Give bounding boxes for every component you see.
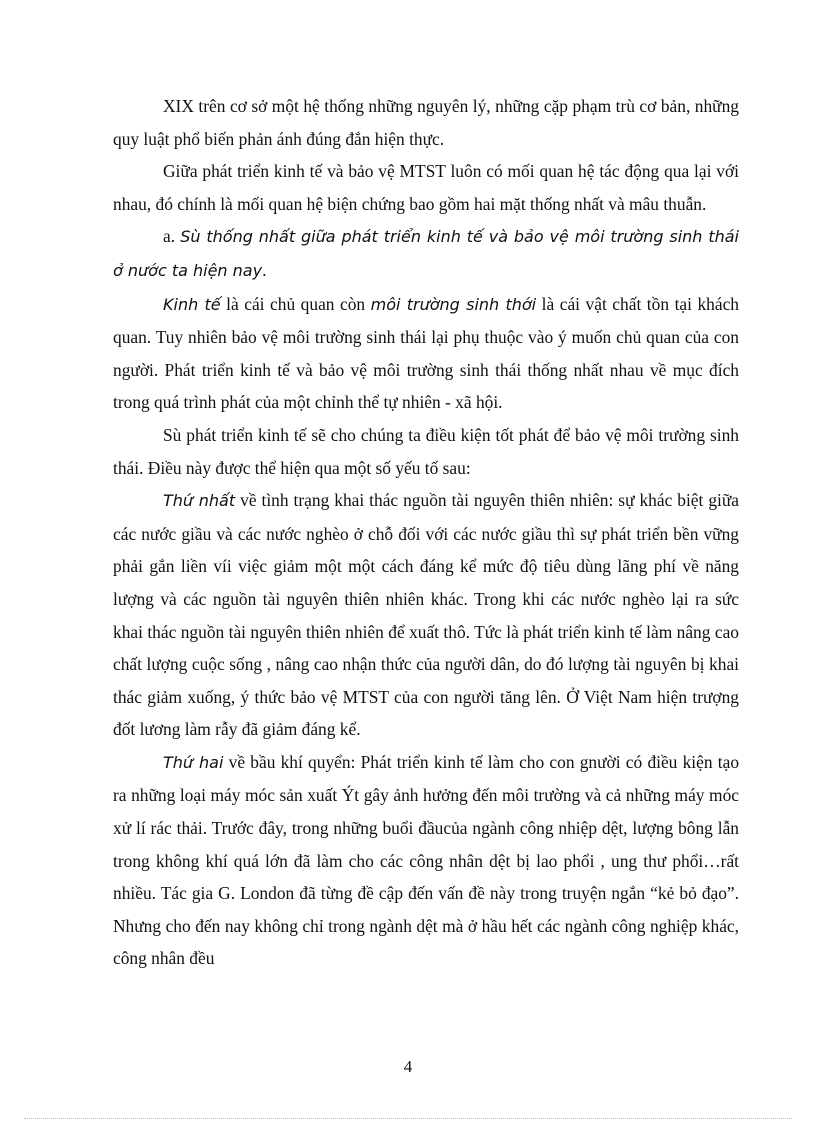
paragraph-2	[113, 155, 739, 220]
body-text	[113, 90, 739, 975]
paragraph-6-text: về tình trạng khai thác nguồn tài nguyên thiên nhiên: sự khác biệt giữa các nước giầu và các nước nghèo ở chỗ đối với các nước giầu thì sự phát triển bền vững phải gắn liền víi việc giảm một một cách đáng kể mức độ tiêu dùng lãng phí về năng lượng và các nguồn tài nguyên thiên nhiên khác. Trong khi các nước nghèo lại ra sức khai thác nguồn tài nguyên thiên nhiên để xuất thô. Tức là phát triển kinh tế làm nâng cao chất lượng cuộc sống , nâng cao nhận thức của người dân, do đó lượng tài nguyên bị khai thác giảm xuống, ý thức bảo vệ MTST của con người tăng lên. Ở Việt Nam hiện trượng đốt lương làm rẫy đã giảm đáng kể.	[113, 490, 740, 740]
page-bottom-border	[24, 1118, 792, 1119]
paragraph-5-text: Sù phát triển kinh tế sẽ cho chúng ta điều kiện tốt phát để bảo vệ môi trường sinh thái. Điều này được thể hiện qua một số yếu tố sau:	[113, 424, 739, 478]
paragraph-2-text: Giữa phát triển kinh tế và bảo vệ MTST luôn có mối quan hệ tác động qua lại với nhau, đó chính là mối quan hệ biện chứng bao gồm hai mặt thống nhất và mâu thuẫn.	[113, 161, 739, 214]
paragraph-4-text-2: là cái vật chất tồn tại khách quan. Tuy nhiên bảo vệ môi trường sinh thái lại phụ thuộc vào ý muốn chủ quan của con người. Phát triển kinh tế và bảo vệ môi trường sinh thái thống nhất nhau về mục đích trong quá trình phát của một chỉnh thể tự nhiên - xã hội.	[113, 293, 740, 413]
section-heading-italic: Sù thống nhất giữa phát triển kinh tế và bảo vệ môi trường sinh thái ở nước ta hiện nay	[113, 227, 739, 280]
page-number: 4	[403, 1057, 413, 1076]
paragraph-5	[113, 419, 739, 484]
section-heading-prefix: a.	[163, 226, 181, 247]
paragraph-7-text: về bầu khí quyển: Phát triển kinh tế làm cho con gnười có điều kiện tạo ra những loại máy móc sản xuất Ýt gây ảnh hưởng đến môi trường và cả những máy móc xử lí rác thải. Trước đây, trong những buổi đầucủa ngành công nhiệp dệt, lượng bông lẫn trong không khí quá lớn đã làm cho các công nhân dệt bị lao phổi , ung thư phổi…rất nhiều. Tác gia G. London đã từng đề cập đến vấn đề này trong truyện ngắn “kẻ bỏ đạo”. Nhưng cho đến nay không chỉ trong ngành dệt mà ở hầu hết các ngành công nghiệp khác, công nhân đều	[113, 751, 740, 969]
paragraph-6	[113, 484, 739, 746]
section-heading-suffix: .	[262, 259, 267, 280]
term-kinh-te: Kinh tế	[163, 294, 221, 314]
section-heading-a	[113, 220, 739, 287]
paragraph-4	[113, 288, 739, 419]
term-thu-hai: Thứ hai	[163, 752, 224, 772]
paragraph-1	[113, 90, 739, 155]
paragraph-7	[113, 746, 739, 975]
paragraph-1-text: XIX trên cơ sở một hệ thống những nguyên lý, những cặp phạm trù cơ bản, những quy luật phổ biến phản ánh đúng đắn hiện thực.	[113, 96, 739, 149]
term-thu-nhat: Thứ nhất	[163, 491, 236, 511]
term-moi-truong: môi trường sinh thới	[370, 294, 537, 314]
paragraph-4-text-1: là cái chủ quan còn	[220, 293, 371, 314]
